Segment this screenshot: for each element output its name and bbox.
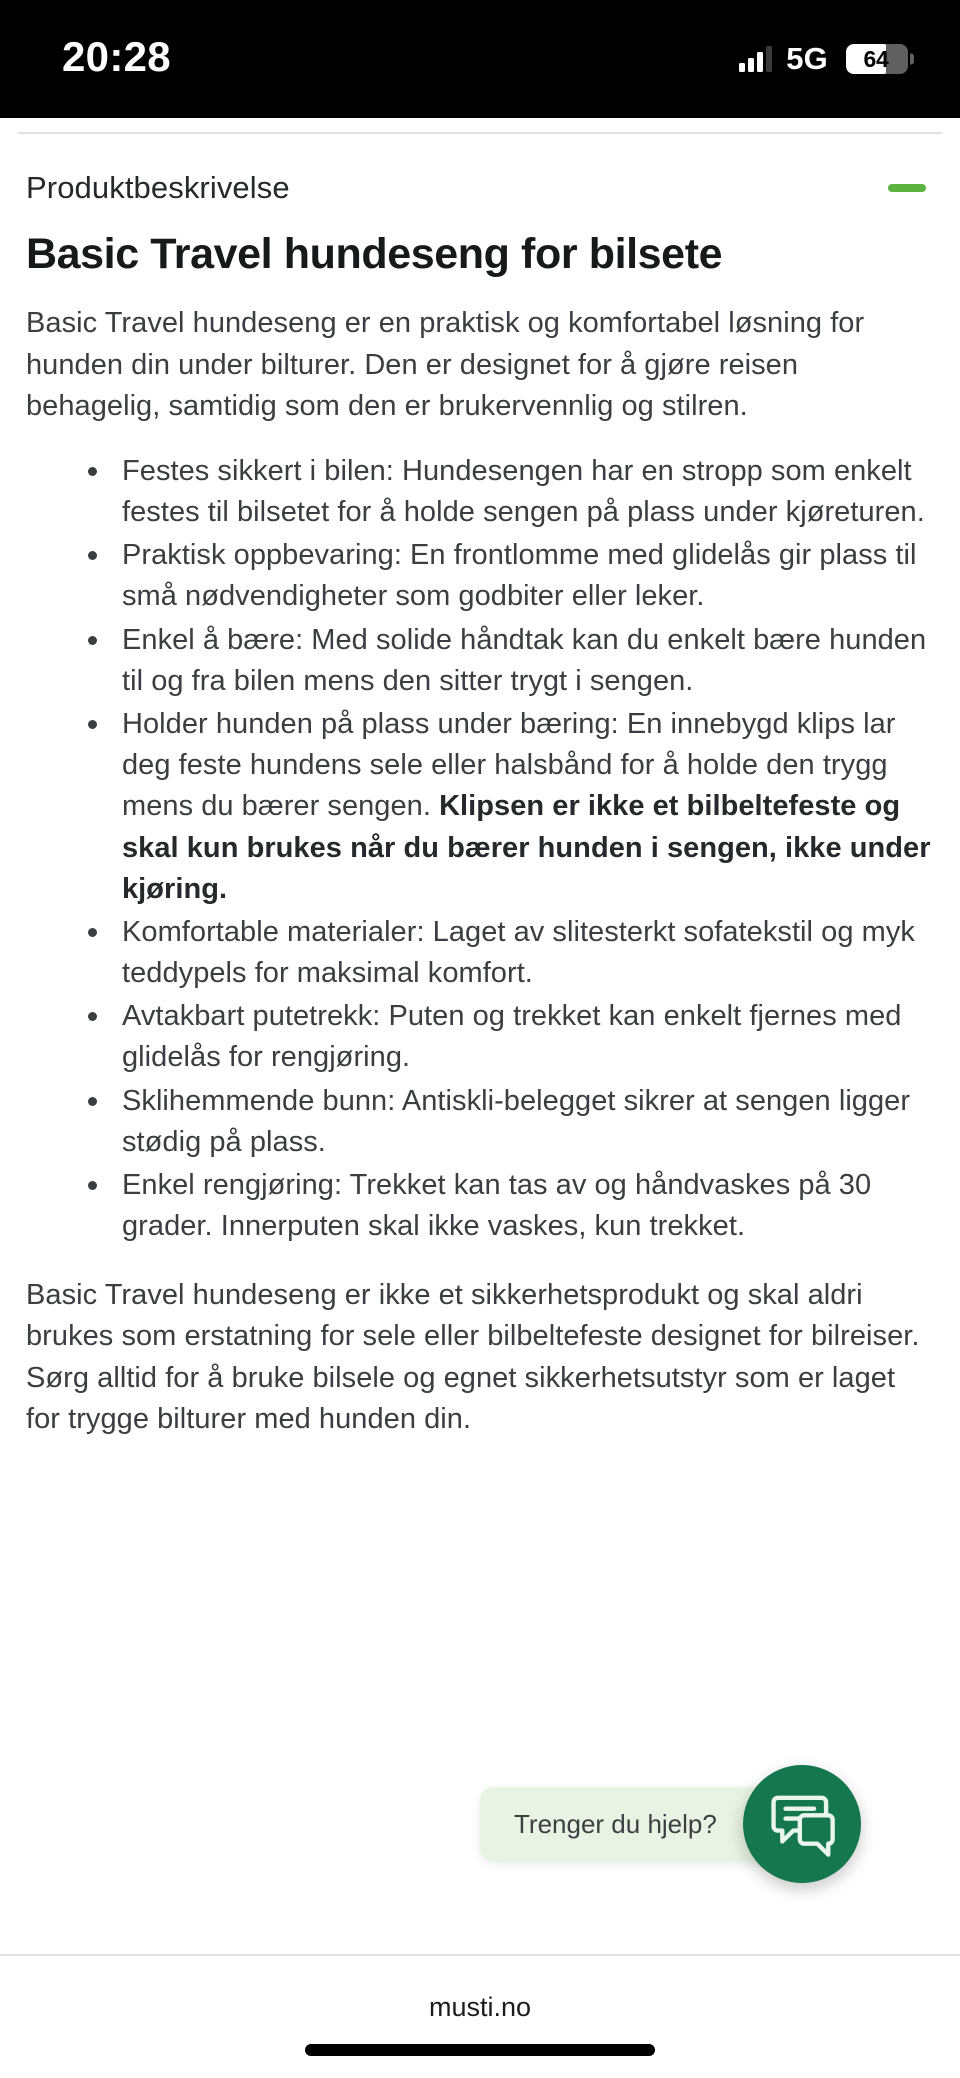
battery-percent-label: 64 <box>863 45 889 72</box>
chat-launcher-button[interactable] <box>743 1765 861 1883</box>
home-indicator[interactable] <box>305 2044 655 2056</box>
page-content <box>0 118 960 1956</box>
page-url-label[interactable]: musti.no <box>428 1992 532 2022</box>
chat-widget[interactable] <box>480 1765 861 1883</box>
feature-list <box>26 451 936 1247</box>
status-bar <box>0 0 960 118</box>
list-item <box>26 1081 936 1163</box>
closing-paragraph: Basic Travel hundeseng er ikke et sikkerhetsprodukt og skal aldri brukes som erstatning for sele eller bilbeltefeste designet for bilreiser. Sørg alltid for å bruke bilsele og egnet sikkerhetsutstyr som er laget for trygge bilturer med hunden din. <box>26 1279 920 1435</box>
list-item <box>26 620 936 702</box>
list-item <box>26 704 936 910</box>
list-item <box>26 451 936 533</box>
list-item-text: Avtakbart putetrekk: Puten og trekket kan enkelt fjernes med glidelås for rengjøring. <box>122 1000 902 1074</box>
browser-footer <box>0 1954 960 2078</box>
list-item <box>26 996 936 1078</box>
status-bar-indicators <box>739 41 908 77</box>
list-item <box>26 1165 936 1247</box>
product-description-accordion-header[interactable] <box>26 154 934 222</box>
intro-paragraph: Basic Travel hundeseng er en praktisk og komfortabel løsning for hunden din under bilturer. Den er designet for å gjøre reisen behagelig, samtidig som den er brukervennlig og stilren. <box>26 307 865 422</box>
list-item <box>26 535 936 617</box>
list-item-text: Holder hunden på plass under bæring: En innebygd klips lar deg feste hundens sele eller halsbånd for å holde den trygg mens du bærer sengen. <box>122 707 896 823</box>
battery-cap <box>910 54 914 65</box>
list-item-text: Enkel rengjøring: Trekket kan tas av og håndvaskes på 30 grader. Innerputen skal ikke vaskes, kun trekket. <box>122 1168 872 1243</box>
list-item <box>26 912 936 994</box>
product-description-body <box>26 230 936 1440</box>
list-item-text: Festes sikkert i bilen: Hundesengen har en stropp som enkelt festes til bilsetet for å holde sengen på plass under kjøreturen. <box>122 454 925 529</box>
chat-prompt-bubble[interactable]: Trenger du hjelp? <box>480 1787 787 1862</box>
cellular-signal-icon <box>739 46 772 72</box>
list-item-text: Sklihemmende bunn: Antiskli-belegget sikrer at sengen ligger stødig på plass. <box>122 1084 911 1158</box>
status-bar-clock: 20:28 <box>62 33 171 80</box>
chat-bubbles-icon <box>767 1789 837 1859</box>
battery-icon <box>846 44 908 74</box>
list-item-bold-text: Klipsen er ikke et bilbeltefeste og skal kun brukes når du bærer hunden i sengen, ikke under kjøring. <box>122 790 931 905</box>
network-type-label: 5G <box>786 41 828 76</box>
list-item-text: Enkel å bære: Med solide håndtak kan du enkelt bære hunden til og fra bilen mens den sitter trygt i sengen. <box>122 623 927 697</box>
list-item-text: Praktisk oppbevaring: En frontlomme med glidelås gir plass til små nødvendigheter som godbiter eller leker. <box>122 539 917 613</box>
list-item-text: Komfortable materialer: Laget av slitesterkt sofatekstil og myk teddypels for maksimal komfort. <box>122 915 915 990</box>
section-title: Produktbeskrivelse <box>26 170 290 205</box>
page-title: Basic Travel hundeseng for bilsete <box>26 230 723 278</box>
top-divider <box>18 132 942 134</box>
minus-icon[interactable] <box>888 184 926 192</box>
